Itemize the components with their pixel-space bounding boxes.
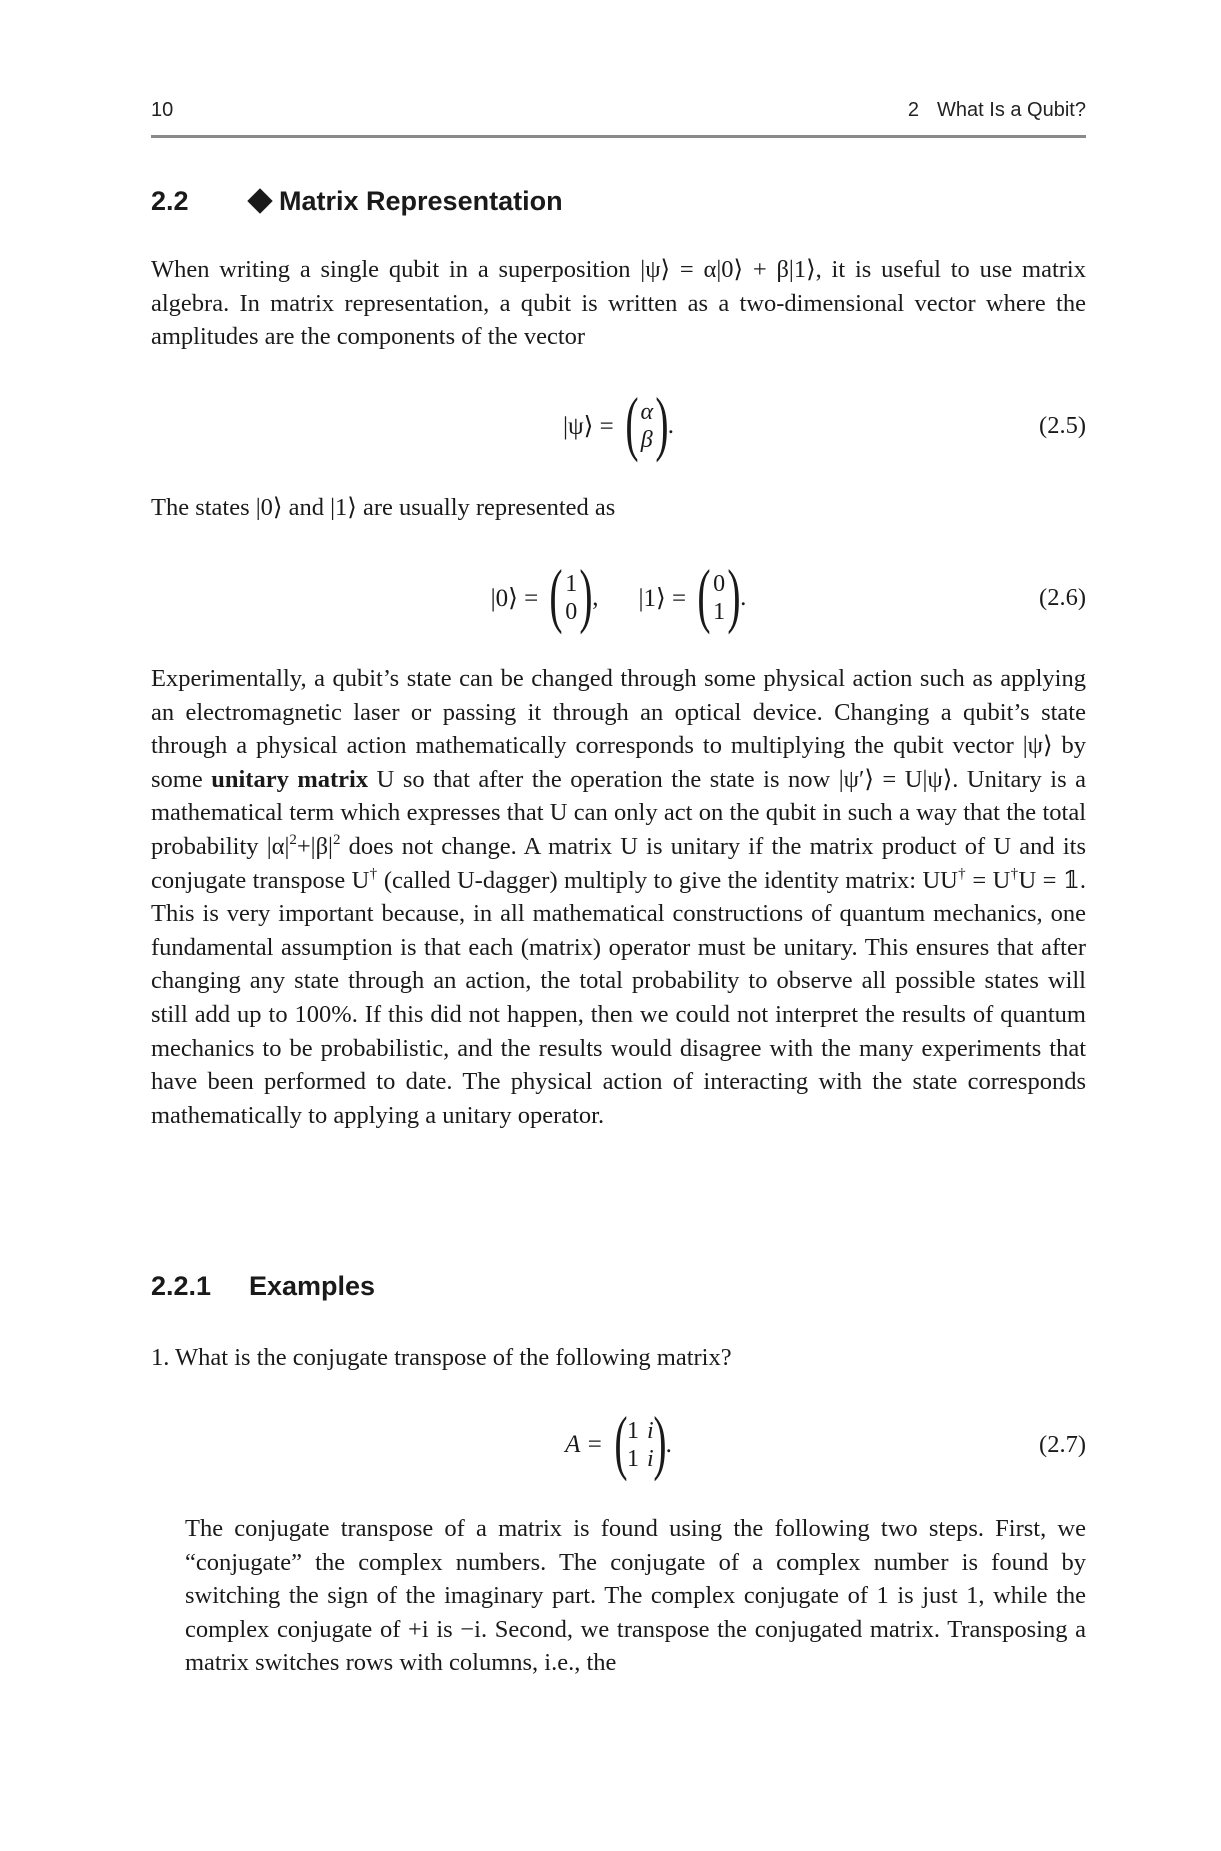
one-vector-top: 0 <box>713 571 726 597</box>
eq27-period: . <box>665 1431 672 1458</box>
left-paren: ( <box>614 1402 628 1482</box>
section-number: 2.2 <box>151 186 189 216</box>
equation-2-6 <box>151 553 1086 643</box>
right-paren: ) <box>579 555 593 635</box>
eq26-lhs-zero: |0⟩ = <box>490 585 539 612</box>
vector-alpha: α <box>640 399 654 425</box>
running-title <box>908 99 1086 122</box>
eq26-comma: , <box>592 584 599 611</box>
right-paren: ) <box>727 555 741 635</box>
left-paren: ( <box>625 383 639 463</box>
eq26-lhs-one: |1⟩ = <box>638 585 687 612</box>
chapter-number: 2 <box>907 99 920 121</box>
paragraph-unitary: Experimentally, a qubit’s state can be changed through some physical action such as applying an electromagnetic laser or passing it through an optical device. Changing a qubit’s state through a physical action mathematically corresponds to multiplying the qubit vector |ψ⟩ by some unitary matrix U so that after the operation the state is now |ψ′⟩ = U|ψ⟩. Unitary is a mathematical term which expresses that U can only act on the qubit in such a way that the total probability $|\alpha|^2+|\beta|^2$ does not change. A matrix U is unitary if the matrix product of U and its conjugate transpose U† (called U-dagger) multiply to give the identity matrix: UU† = U†U = 𝟙. This is very important because, in all mathematical constructions of quantum mechanics, one fundamental assumption is that each (matrix) operator must be unitary. This ensures that after changing any state through an action, the total probability to observe all possible states will still add up to 100%. If this did not happen, then we could not interpret the results of quantum mechanics to be probabilistic, and the results would disagree with the many experiments that have been performed to date. The physical action of interacting with the state corresponds mathematically to applying a unitary operator. <box>151 665 1087 1129</box>
equation-label-2-7: (2.7) <box>1039 1431 1086 1458</box>
eq25-lhs: |ψ⟩ = <box>563 413 614 440</box>
one-vector-bottom: 1 <box>713 599 726 625</box>
example-question: 1. What is the conjugate transpose of the following matrix? <box>151 1344 732 1371</box>
equation-label-2-6: (2.6) <box>1039 584 1086 611</box>
paragraph-basis-states: The states |0⟩ and |1⟩ are usually represented as <box>151 494 616 521</box>
equation-2-5 <box>151 381 1086 471</box>
right-paren: ) <box>655 383 669 463</box>
unitary-matrix-term: unitary matrix <box>211 765 369 793</box>
one-vector <box>710 570 728 626</box>
right-paren: ) <box>653 1402 667 1482</box>
matrix-a-11: 1 <box>627 1418 640 1444</box>
chapter-title: What Is a Qubit? <box>937 99 1086 121</box>
equation-label-2-5: (2.5) <box>1039 412 1086 439</box>
left-paren: ( <box>549 555 563 635</box>
vector-beta: β <box>640 427 653 453</box>
eq27-lhs: A = <box>565 1431 604 1458</box>
subsection-number: 2.2.1 <box>151 1271 212 1301</box>
matrix-a-22: i <box>647 1446 654 1472</box>
subsection-heading <box>151 1271 375 1302</box>
left-paren: ( <box>697 555 711 635</box>
matrix-a-12: i <box>647 1418 654 1444</box>
running-header <box>151 99 1086 129</box>
equation-2-7 <box>151 1400 1086 1490</box>
zero-vector-bottom: 0 <box>565 599 578 625</box>
subsection-title: Examples <box>249 1271 376 1301</box>
state-vector <box>638 398 656 454</box>
section-heading <box>151 186 563 217</box>
diamond-icon <box>247 189 272 214</box>
paragraph-intro: When writing a single qubit in a superposition |ψ⟩ = α|0⟩ + β|1⟩, it is useful to use matrix algebra. In matrix representation, a qubit is written as a two-dimensional vector where the amplitudes are the components of the vector <box>151 256 1086 351</box>
page-number: 10 <box>151 99 174 121</box>
zero-vector-top: 1 <box>565 571 578 597</box>
paragraph-conjugate-transpose: The conjugate transpose of a matrix is found using the following two steps. First, we “conjugate” the complex numbers. The conjugate of a complex number is found by switching the sign of the imaginary part. The complex conjugate of 1 is just 1, while the complex conjugate of +i is −i. Second, we transpose the conjugated matrix. Transposing a matrix switches rows with columns, i.e., the <box>185 1515 1086 1677</box>
header-rule <box>151 135 1086 138</box>
matrix-a-21: 1 <box>627 1446 640 1472</box>
book-page <box>151 0 1086 1851</box>
eq25-period: . <box>667 412 674 439</box>
eq26-period: . <box>740 584 747 611</box>
matrix-a <box>627 1417 654 1473</box>
section-title: Matrix Representation <box>279 186 563 216</box>
zero-vector <box>562 570 580 626</box>
